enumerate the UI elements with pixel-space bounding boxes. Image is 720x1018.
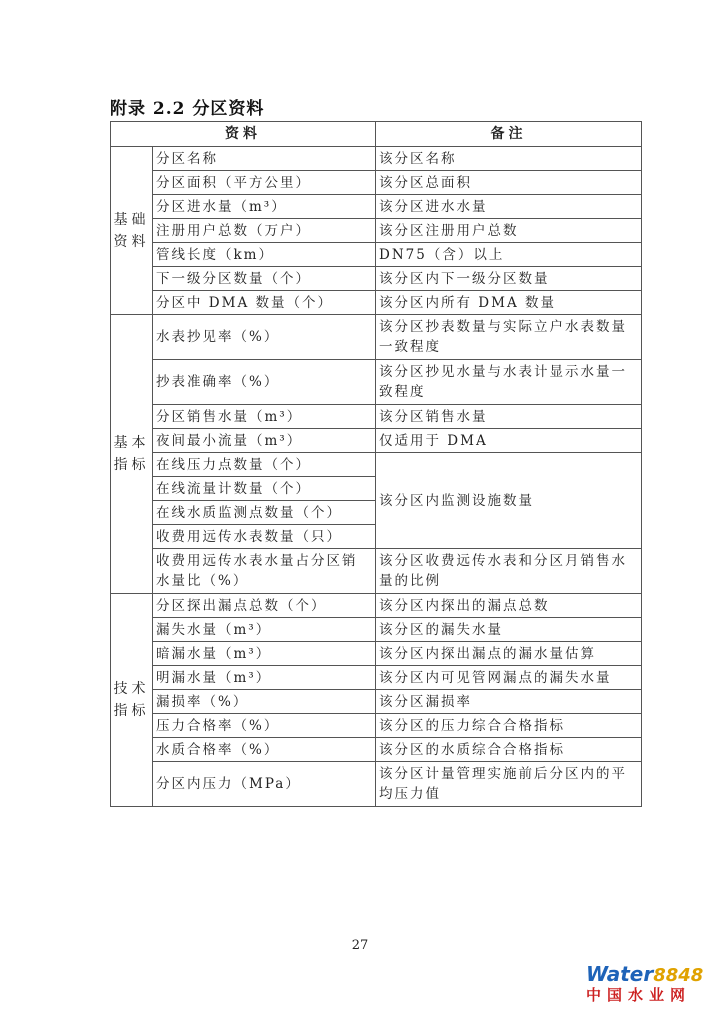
row-note: 该分区的水质综合合格指标	[376, 738, 642, 762]
row-note: DN75（含）以上	[376, 243, 642, 267]
row-item: 漏损率（%）	[153, 690, 376, 714]
row-item: 管线长度（km）	[153, 243, 376, 267]
row-item: 分区进水量（m³）	[153, 195, 376, 219]
table-row	[111, 762, 642, 807]
group-basic-data: 基础资料	[111, 147, 153, 315]
table-row	[111, 429, 642, 453]
table-row	[111, 666, 642, 690]
row-item: 暗漏水量（m³）	[153, 642, 376, 666]
table-row	[111, 243, 642, 267]
table-row	[111, 453, 642, 477]
row-item: 水质合格率（%）	[153, 738, 376, 762]
table-row	[111, 147, 642, 171]
row-note: 该分区的压力综合合格指标	[376, 714, 642, 738]
row-note-merged: 该分区内监测设施数量	[376, 453, 642, 549]
row-item: 明漏水量（m³）	[153, 666, 376, 690]
watermark-site: 中国水业网	[586, 986, 692, 1004]
page-number: 27	[351, 938, 369, 953]
row-note: 该分区销售水量	[376, 405, 642, 429]
table-row	[111, 690, 642, 714]
row-item: 分区探出漏点总数（个）	[153, 594, 376, 618]
row-item: 注册用户总数（万户）	[153, 219, 376, 243]
table-row	[111, 549, 642, 594]
table-row	[111, 714, 642, 738]
row-note: 该分区内探出的漏点总数	[376, 594, 642, 618]
row-item: 在线压力点数量（个）	[153, 453, 376, 477]
row-note: 该分区内探出漏点的漏水量估算	[376, 642, 642, 666]
row-item: 收费用远传水表数量（只）	[153, 525, 376, 549]
row-item: 分区销售水量（m³）	[153, 405, 376, 429]
table-header-row	[111, 122, 642, 147]
group-tech-indicators: 技术指标	[111, 594, 153, 807]
row-note: 该分区内所有 DMA 数量	[376, 291, 642, 315]
table-row	[111, 291, 642, 315]
row-note: 仅适用于 DMA	[376, 429, 642, 453]
row-note: 该分区名称	[376, 147, 642, 171]
row-note: 该分区内下一级分区数量	[376, 267, 642, 291]
row-item: 分区面积（平方公里）	[153, 171, 376, 195]
table-row	[111, 315, 642, 360]
watermark-brand-line	[586, 962, 716, 986]
table-row	[111, 738, 642, 762]
row-item: 漏失水量（m³）	[153, 618, 376, 642]
row-item: 收费用远传水表水量占分区销水量比（%）	[153, 549, 376, 594]
table-row	[111, 642, 642, 666]
row-note: 该分区漏损率	[376, 690, 642, 714]
table-row	[111, 195, 642, 219]
row-item: 分区名称	[153, 147, 376, 171]
appendix-title: 附录 2.2 分区资料	[110, 99, 265, 119]
row-item: 水表抄见率（%）	[153, 315, 376, 360]
table-row	[111, 267, 642, 291]
row-note: 该分区总面积	[376, 171, 642, 195]
header-data: 资料	[111, 122, 376, 147]
header-notes: 备注	[376, 122, 642, 147]
row-note: 该分区内可见管网漏点的漏失水量	[376, 666, 642, 690]
row-note: 该分区抄见水量与水表计显示水量一致程度	[376, 360, 642, 405]
table-row	[111, 618, 642, 642]
row-note: 该分区注册用户总数	[376, 219, 642, 243]
zone-data-table	[110, 121, 642, 807]
row-note: 该分区的漏失水量	[376, 618, 642, 642]
table-row	[111, 405, 642, 429]
row-note: 该分区抄表数量与实际立户水表数量一致程度	[376, 315, 642, 360]
row-item: 分区中 DMA 数量（个）	[153, 291, 376, 315]
row-item: 抄表准确率（%）	[153, 360, 376, 405]
row-note: 该分区计量管理实施前后分区内的平均压力值	[376, 762, 642, 807]
row-note: 该分区进水水量	[376, 195, 642, 219]
row-item: 压力合格率（%）	[153, 714, 376, 738]
watermark-digits: 8848	[653, 965, 704, 986]
row-item: 夜间最小流量（m³）	[153, 429, 376, 453]
watermark-logo	[586, 962, 716, 1012]
table-row	[111, 219, 642, 243]
table-row	[111, 360, 642, 405]
row-item: 下一级分区数量（个）	[153, 267, 376, 291]
table-row	[111, 171, 642, 195]
row-item: 在线水质监测点数量（个）	[153, 501, 376, 525]
group-basic-indicators: 基本指标	[111, 315, 153, 594]
row-note: 该分区收费远传水表和分区月销售水量的比例	[376, 549, 642, 594]
table-row	[111, 594, 642, 618]
watermark-brand: Water	[586, 962, 654, 986]
row-item: 在线流量计数量（个）	[153, 477, 376, 501]
row-item: 分区内压力（MPa）	[153, 762, 376, 807]
